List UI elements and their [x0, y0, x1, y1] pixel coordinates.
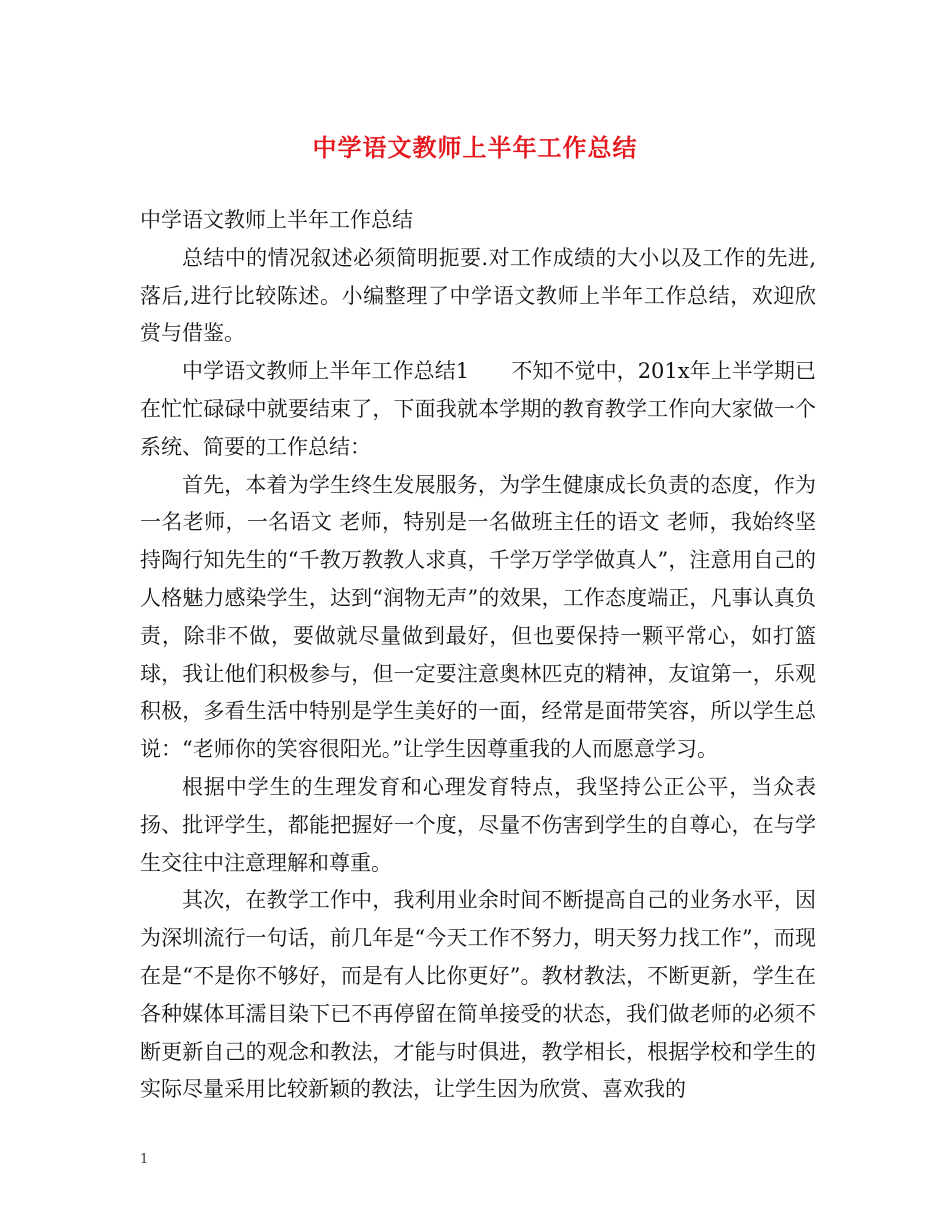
document-subtitle: 中学语文教师上半年工作总结	[140, 208, 413, 232]
paragraph-second-point: 其次，在教学工作中，我利用业余时间不断提高自己的业务水平，因为深圳流行一句话，前几年是“今天工作不努力，明天努力找工作”，而现在是“不是你不够好，而是有人比你更好”。教材教法，不断更新，学生在各种媒体耳濡目染下已不再停留在简单接受的状态，我们做老师的必须不断更新自己的观念和教法，才能与时俱进，教学相长，根据学校和学生的实际尽量采用比较新颖的教法，让学生因为欣赏、喜欢我的	[140, 888, 816, 1102]
page-number: 1	[140, 1152, 149, 1167]
paragraph-summary-heading: 中学语文教师上半年工作总结1 不知不觉中，201x年上半学期已在忙忙碌碌中就要结束了，下面我就本学期的教育教学工作向大家做一个系统、简要的工作总结：	[140, 359, 816, 459]
paragraph-fairness: 根据中学生的生理发育和心理发育特点，我坚持公正公平，当众表扬、批评学生，都能把握好一个度，尽量不伤害到学生的自尊心，在与学生交往中注意理解和尊重。	[140, 774, 816, 875]
paragraph-intro: 总结中的情况叙述必须简明扼要.对工作成绩的大小以及工作的先进,落后,进行比较陈述。小编整理了中学语文教师上半年工作总结，欢迎欣赏与借鉴。	[140, 245, 816, 346]
document-body	[140, 202, 816, 1109]
document-title: 中学语文教师上半年工作总结	[312, 133, 638, 162]
paragraph-first-point: 首先，本着为学生终生发展服务，为学生健康成长负责的态度，作为一名老师，一名语文 老师，特别是一名做班主任的语文 老师，我始终坚持陶行知先生的“千教万教教人求真，千学万学学做真人”，注意用自己的人格魅力感染学生，达到“润物无声”的效果，工作态度端正，凡事认真负责，除非不做，要做就尽量做到最好，但也要保持一颗平常心，如打篮球，我让他们积极参与，但一定要注意奥林匹克的精神，友谊第一，乐观积极，多看生活中特别是学生美好的一面，经常是面带笑容，所以学生总说：“老师你的笑容很阳光。”让学生因尊重我的人而愿意学习。	[140, 472, 816, 762]
